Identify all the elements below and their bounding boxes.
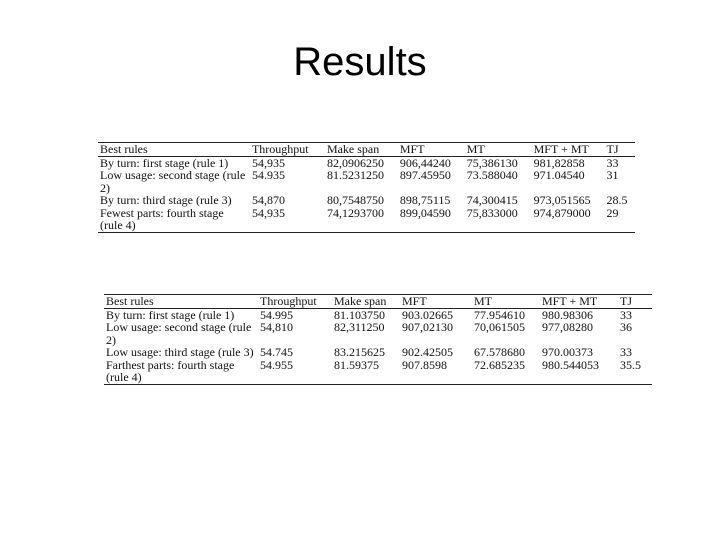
cell-rule: By turn: first stage (rule 1) <box>106 307 235 322</box>
cell-mft-mt: 980.544053 <box>542 357 599 372</box>
header-best-rules: Best rules <box>100 142 148 156</box>
slide-title: Results <box>293 40 427 84</box>
table-row <box>104 359 652 385</box>
cell-tj: 31 <box>606 168 619 182</box>
cell-throughput: 54,810 <box>260 320 293 334</box>
table-row <box>98 194 635 207</box>
cell-mft: 898,75115 <box>399 193 451 207</box>
cell-throughput: 54.955 <box>260 357 293 372</box>
cell-mt: 75,386130 <box>466 155 518 170</box>
cell-mt: 74,300415 <box>466 193 518 207</box>
cell-rule: Farthest parts: fourth stage (rule 4) <box>106 357 235 384</box>
results-table-2 <box>104 294 652 385</box>
cell-make-span: 81.59375 <box>334 357 379 372</box>
cell-tj: 33 <box>620 307 632 322</box>
cell-mft-mt: 971.04540 <box>533 168 585 182</box>
cell-mt: 73.588040 <box>466 168 518 182</box>
header-throughput: Throughput <box>251 142 309 156</box>
table-row <box>98 169 635 194</box>
cell-make-span: 74,1293700 <box>326 205 384 220</box>
table-header-row <box>98 143 635 157</box>
cell-rule: By turn: first stage (rule 1) <box>100 155 229 170</box>
cell-mt: 72.685235 <box>474 357 525 372</box>
cell-mft: 899,04590 <box>399 205 451 220</box>
cell-make-span: 81.5231250 <box>326 168 384 182</box>
cell-throughput: 54.745 <box>260 345 293 359</box>
cell-rule: Low usage: second stage (rule 2) <box>100 168 246 195</box>
cell-rule: By turn: third stage (rule 3) <box>100 193 232 207</box>
header-mft: MFT <box>402 294 427 308</box>
cell-throughput: 54.935 <box>251 168 285 182</box>
table-row <box>104 321 652 346</box>
cell-mft: 903.02665 <box>402 307 453 322</box>
cell-mft: 907,02130 <box>402 320 453 334</box>
cell-tj: 33 <box>606 155 619 170</box>
header-mt: MT <box>474 294 492 308</box>
cell-throughput: 54.995 <box>260 307 293 322</box>
cell-tj: 33 <box>620 345 632 359</box>
cell-throughput: 54,935 <box>251 205 285 220</box>
cell-mft: 902.42505 <box>402 345 453 359</box>
cell-mft-mt: 981,82858 <box>533 155 585 170</box>
cell-mft: 906,44240 <box>399 155 451 170</box>
header-mt: MT <box>466 142 485 156</box>
cell-mt: 75,833000 <box>466 205 518 220</box>
header-mft: MFT <box>399 142 425 156</box>
cell-tj: 36 <box>620 320 632 334</box>
cell-rule: Fewest parts: fourth stage (rule 4) <box>100 205 224 232</box>
results-table-1 <box>98 142 635 233</box>
cell-mt: 67.578680 <box>474 345 525 359</box>
cell-mft-mt: 977,08280 <box>542 320 593 334</box>
cell-rule: Low usage: third stage (rule 3) <box>106 345 254 359</box>
cell-make-span: 82,0906250 <box>326 155 384 170</box>
cell-mft: 897.45950 <box>399 168 451 182</box>
header-tj: TJ <box>620 294 632 308</box>
header-mft-mt: MFT + MT <box>542 294 598 308</box>
cell-tj: 28.5 <box>606 193 628 207</box>
cell-tj: 35.5 <box>620 357 641 372</box>
cell-mft-mt: 980.98306 <box>542 307 593 322</box>
cell-make-span: 82,311250 <box>334 320 385 334</box>
table-header-row <box>104 295 652 309</box>
header-throughput: Throughput <box>260 294 317 308</box>
cell-make-span: 83.215625 <box>334 345 385 359</box>
cell-mft: 907.8598 <box>402 357 447 372</box>
cell-rule: Low usage: second stage (rule 2) <box>106 320 252 347</box>
cell-mft-mt: 973,051565 <box>533 193 591 207</box>
header-mft-mt: MFT + MT <box>533 142 589 156</box>
cell-mt: 77.954610 <box>474 307 525 322</box>
header-tj: TJ <box>606 142 619 156</box>
cell-mt: 70,061505 <box>474 320 525 334</box>
cell-tj: 29 <box>606 205 619 220</box>
cell-mft-mt: 974,879000 <box>533 205 591 220</box>
cell-make-span: 80,7548750 <box>326 193 384 207</box>
cell-make-span: 81.103750 <box>334 307 385 322</box>
table-row <box>104 346 652 359</box>
header-make-span: Make span <box>334 294 387 308</box>
cell-throughput: 54,870 <box>251 193 285 207</box>
header-make-span: Make span <box>326 142 380 156</box>
table-row <box>98 207 635 233</box>
cell-throughput: 54,935 <box>251 155 285 170</box>
cell-mft-mt: 970.00373 <box>542 345 593 359</box>
header-best-rules: Best rules <box>106 294 154 308</box>
